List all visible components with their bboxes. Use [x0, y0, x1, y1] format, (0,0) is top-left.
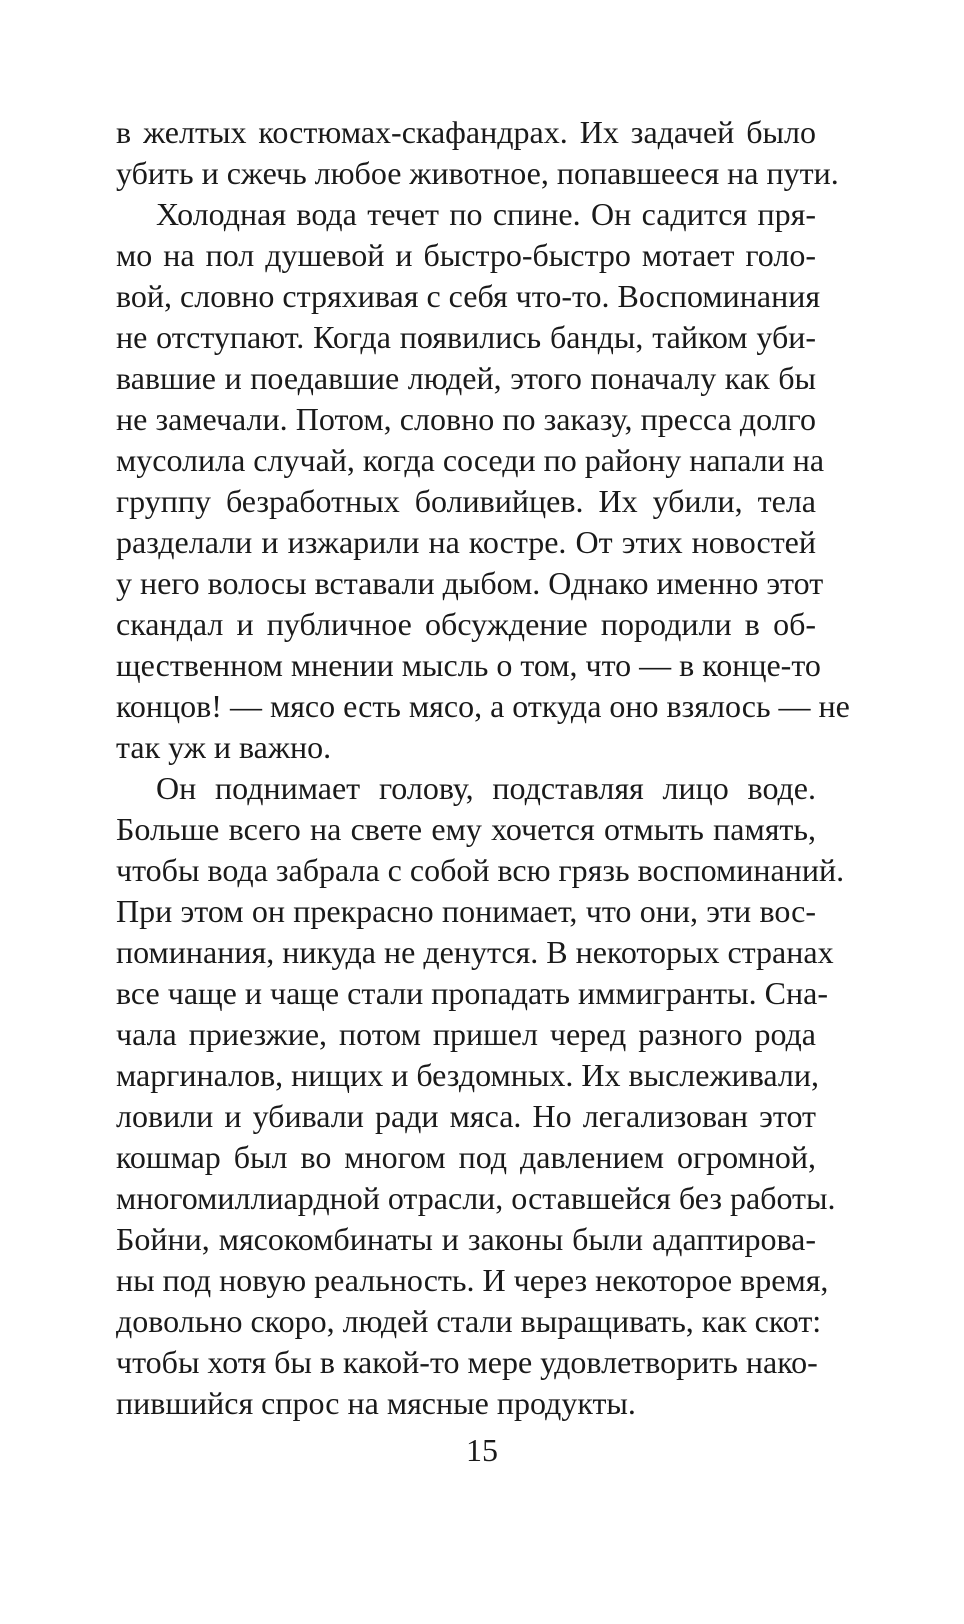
text-line: чала приезжие, потом пришел черед разного рода [116, 1016, 816, 1052]
text-line: Холодная вода течет по спине. Он садится пря- [156, 196, 816, 232]
text-line: не замечали. Потом, словно по заказу, пресса долго [116, 401, 816, 437]
text-line: вавшие и поедавшие людей, этого поначалу как бы [116, 360, 816, 396]
text-line: все чаще и чаще стали пропадать иммигранты. Сна- [116, 975, 828, 1011]
paragraph [116, 112, 839, 194]
text-line: концов! — мясо есть мясо, а откуда оно взялось — не [116, 688, 850, 724]
text-line: разделали и изжарили на костре. От этих новостей [116, 524, 816, 560]
text-line: не отступают. Когда появились банды, тайком уби- [116, 319, 816, 355]
text-line: маргиналов, нищих и бездомных. Их выслеживали, [116, 1057, 819, 1093]
text-line: группу безработных боливийцев. Их убили, тела [116, 483, 816, 519]
text-line: в желтых костюмах-скафандрах. Их задачей было [116, 114, 816, 150]
text-line: Бойни, мясокомбинаты и законы были адаптирова- [116, 1221, 816, 1257]
text-line: мусолила случай, когда соседи по району напали на [116, 442, 825, 478]
text-line: пившийся спрос на мясные продукты. [116, 1385, 636, 1421]
text-line: убить и сжечь любое животное, попавшееся на пути. [116, 155, 839, 191]
text-line: Больше всего на свете ему хочется отмыть память, [116, 811, 816, 847]
text-line: вой, словно стряхивая с себя что-то. Воспоминания [116, 278, 821, 314]
paragraph [116, 194, 850, 768]
text-line: ны под новую реальность. И через некоторое время, [116, 1262, 829, 1298]
text-line: чтобы хотя бы в какой-то мере удовлетворить нако- [116, 1344, 818, 1380]
paragraph [116, 768, 845, 1424]
text-line: Он поднимает голову, подставляя лицо воде. [156, 770, 816, 806]
body-text [116, 112, 850, 1424]
text-line: ловили и убивали ради мяса. Но легализован этот [116, 1098, 816, 1134]
text-line: скандал и публичное обсуждение породили в об- [116, 606, 816, 642]
text-line: чтобы вода забрала с собой всю грязь воспоминаний. [116, 852, 845, 888]
text-line: многомиллиардной отрасли, оставшейся без работы. [116, 1180, 836, 1216]
text-line: щественном мнении мысль о том, что — в конце-то [116, 647, 821, 683]
text-line: поминания, никуда не денутся. В некоторых странах [116, 934, 834, 970]
text-line: довольно скоро, людей стали выращивать, как скот: [116, 1303, 822, 1339]
page-number: 15 [466, 1432, 498, 1468]
text-line: кошмар был во многом под давлением огромной, [116, 1139, 816, 1175]
text-line: При этом он прекрасно понимает, что они, эти вос- [116, 893, 816, 929]
text-line: мо на пол душевой и быстро-быстро мотает голо- [116, 237, 816, 273]
text-line: у него волосы вставали дыбом. Однако именно этот [116, 565, 824, 601]
text-line: так уж и важно. [116, 729, 332, 765]
